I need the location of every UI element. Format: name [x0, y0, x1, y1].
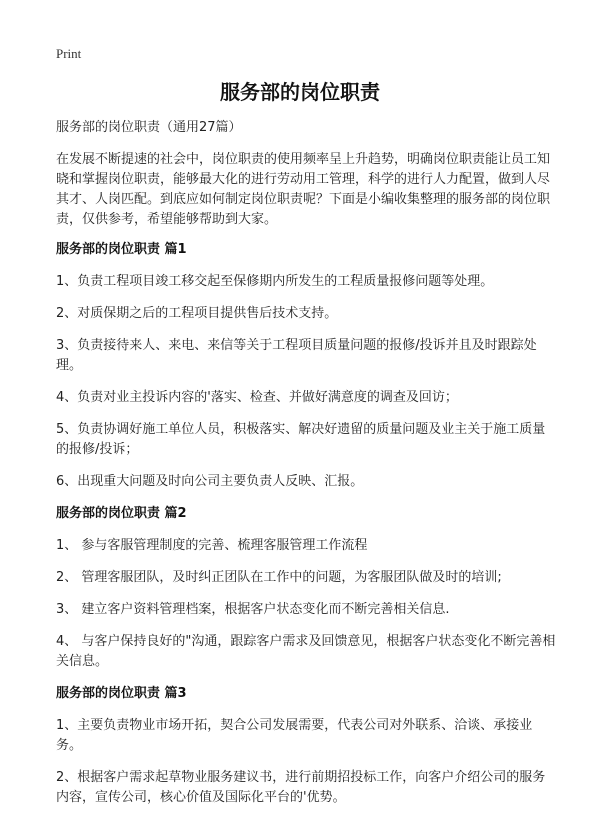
- list-item: 1、 参与客服管理制度的完善、梳理客服管理工作流程: [56, 538, 368, 553]
- article-subtitle: 服务部的岗位职责（通用27篇）: [56, 120, 242, 135]
- section-2: [56, 504, 556, 672]
- article-body: [56, 118, 556, 820]
- list-item: 3、 建立客户资料管理档案，根据客户状态变化而不断完善相关信息.: [56, 602, 450, 617]
- section-heading: 服务部的岗位职责 篇1: [56, 242, 187, 257]
- list-item: 2、对质保期之后的工程项目提供售后技术支持。: [56, 306, 338, 321]
- section-heading: 服务部的岗位职责 篇3: [56, 686, 187, 701]
- article-intro: 在发展不断提速的社会中，岗位职责的使用频率呈上升趋势，明确岗位职责能让员工知晓和掌握岗位职责，能够最大化的进行劳动用工管理，科学的进行人力配置，做到人尽其才、人岗匹配。到底应如何制定岗位职责呢？下面是小编收集整理的服务部的岗位职责，仅供参考，希望能够帮助到大家。: [56, 152, 551, 227]
- list-item: 1、主要负责物业市场开拓，契合公司发展需要，代表公司对外联系、洽谈、承接业务。: [56, 718, 533, 753]
- list-item: 2、根据客户需求起草物业服务建议书，进行前期招投标工作，向客户介绍公司的服务内容，宣传公司，核心价值及国际化平台的'优势。: [56, 770, 546, 805]
- section-1: [56, 240, 556, 492]
- print-link[interactable]: Print: [56, 46, 82, 61]
- list-item: 6、出现重大问题及时向公司主要负责人反映、汇报。: [56, 474, 364, 489]
- list-item: 2、 管理客服团队，及时纠正团队在工作中的问题，为客服团队做及时的培训;: [56, 570, 502, 585]
- section-3: [56, 684, 556, 808]
- list-item: 5、负责协调好施工单位人员，积极落实、解决好遗留的质量问题及业主关于施工质量的报修/投诉；: [56, 422, 546, 457]
- list-item: 3、负责接待来人、来电、来信等关于工程项目质量问题的报修/投诉并且及时跟踪处理。: [56, 338, 537, 373]
- list-item: 1、负责工程项目竣工移交起至保修期内所发生的工程质量报修问题等处理。: [56, 274, 494, 289]
- page-title: 服务部的岗位职责: [220, 80, 380, 104]
- list-item: 4、 与客户保持良好的"沟通，跟踪客户需求及回馈意见，根据客户状态变化不断完善相关信息。: [56, 634, 556, 669]
- list-item: 4、负责对业主投诉内容的'落实、检查、并做好满意度的调查及回访；: [56, 390, 458, 405]
- section-heading: 服务部的岗位职责 篇2: [56, 506, 187, 521]
